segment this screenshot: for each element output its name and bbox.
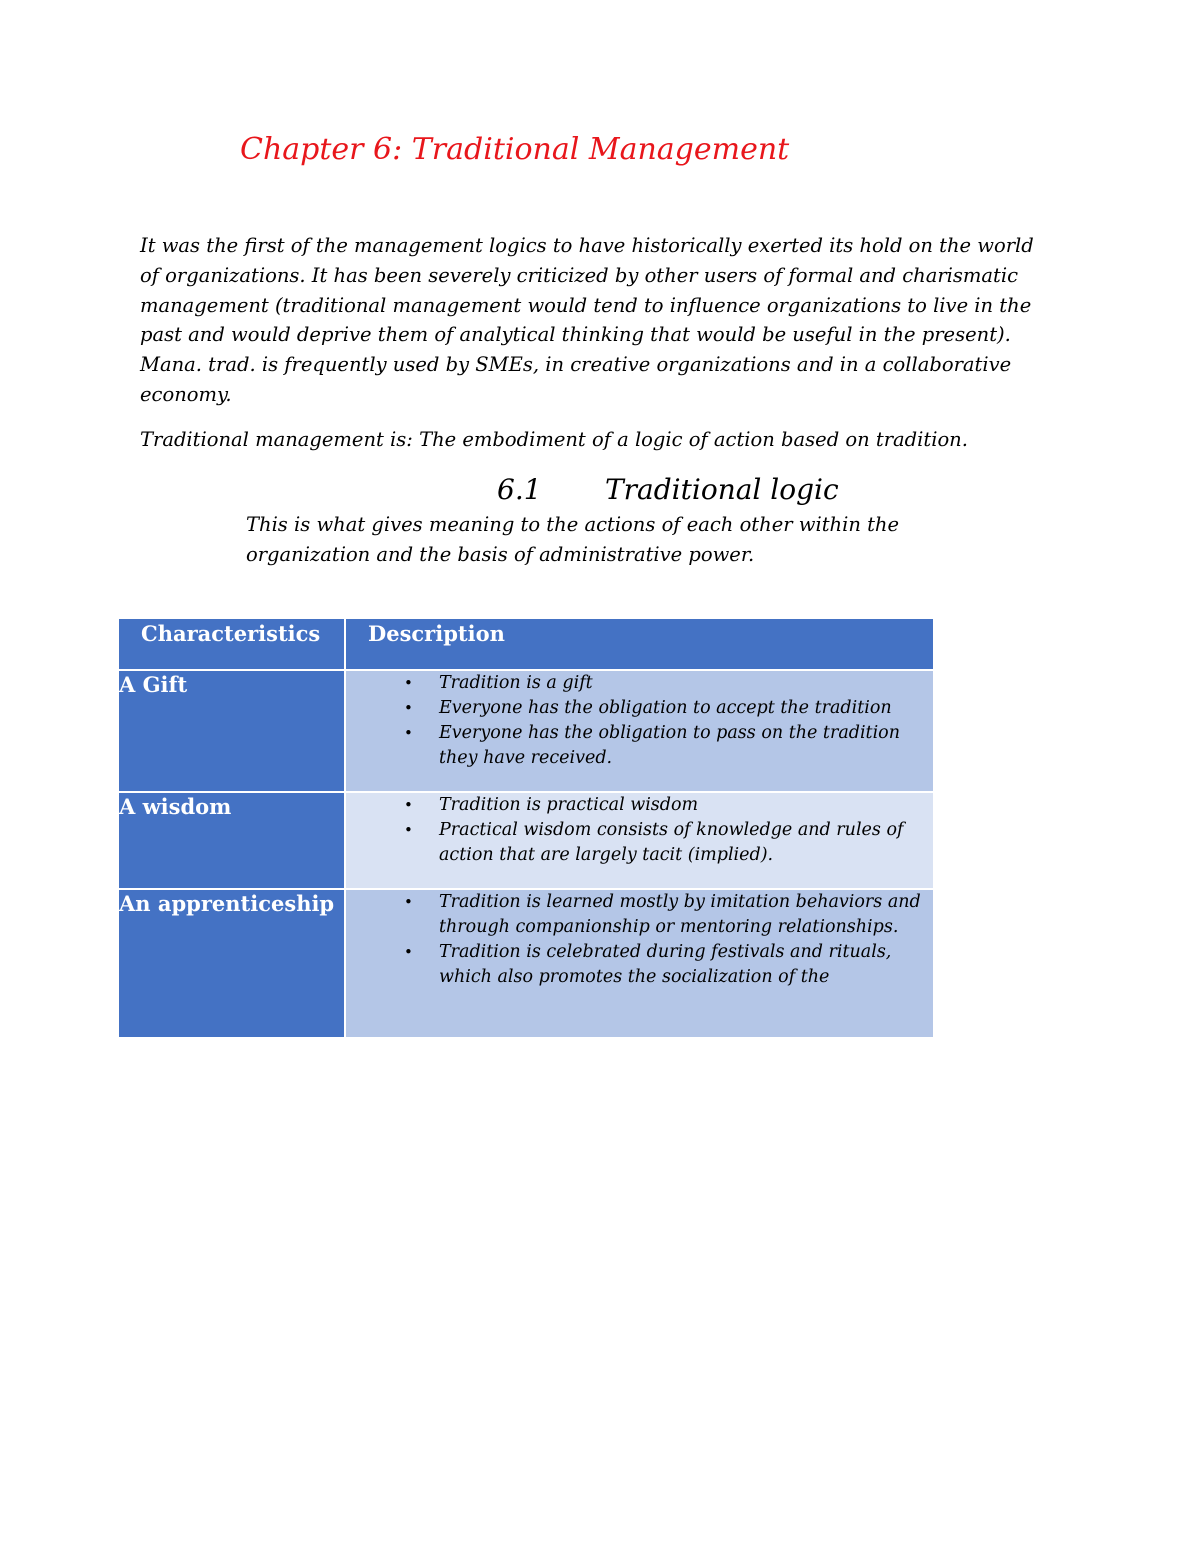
list-item-text: Tradition is practical wisdom [439, 795, 699, 815]
section-title: Traditional logic [605, 473, 839, 506]
list-item [346, 890, 933, 940]
table-row [118, 792, 934, 889]
row-description [345, 792, 934, 889]
list-item [346, 696, 933, 721]
list-item [346, 940, 933, 990]
list-item-text: Everyone has the obligation to pass on the tradition they have received. [439, 723, 900, 768]
bullet-list [346, 793, 933, 868]
row-label: A wisdom [118, 792, 345, 889]
bullet-icon: • [404, 821, 413, 839]
bullet-icon: • [404, 893, 413, 911]
list-item-text: Tradition is celebrated during festivals and rituals, which also promotes the socialization of the [439, 942, 892, 987]
bullet-icon: • [404, 724, 413, 742]
list-item-text: Everyone has the obligation to accept the tradition [439, 698, 892, 718]
bullet-list [346, 671, 933, 771]
table-row [118, 889, 934, 1038]
column-header-characteristics: Characteristics [118, 618, 345, 670]
column-header-description: Description [345, 618, 934, 670]
table-header-row [118, 618, 934, 670]
section-description: This is what gives meaning to the actions of each other within the organization and the basis of administrative power. [246, 513, 900, 566]
list-item-text: Tradition is a gift [439, 673, 593, 693]
bullet-icon: • [404, 796, 413, 814]
list-item-text: Practical wisdom consists of knowledge and rules of action that are largely tacit (implied). [439, 820, 904, 865]
chapter-title: Chapter 6: Traditional Management [240, 132, 790, 167]
bullet-list [346, 890, 933, 990]
list-item [346, 818, 933, 868]
definition-paragraph: Traditional management is: The embodiment of a logic of action based on tradition. [140, 428, 968, 451]
intro-paragraph: It was the first of the management logics to have historically exerted its hold on the world of organizations. It has been severely criticized by other users of formal and charismatic management (traditional management would tend to influence organizations to live in the past and would deprive them of analytical thinking that would be useful in the present). Mana. trad. is frequently used by SMEs, in creative organizations and in a collaborative economy. [140, 234, 1034, 406]
list-item [346, 671, 933, 696]
list-item [346, 721, 933, 771]
section-heading [497, 470, 839, 510]
row-description [345, 670, 934, 792]
row-description [345, 889, 934, 1038]
characteristics-table [117, 617, 935, 1039]
section-number: 6.1 [497, 473, 542, 506]
row-label: A Gift [118, 670, 345, 792]
bullet-icon: • [404, 674, 413, 692]
list-item-text: Tradition is learned mostly by imitation behaviors and through companionship or mentoring relationships. [439, 892, 921, 937]
bullet-icon: • [404, 943, 413, 961]
table-row [118, 670, 934, 792]
row-label: An apprenticeship [118, 889, 345, 1038]
bullet-icon: • [404, 699, 413, 717]
list-item [346, 793, 933, 818]
